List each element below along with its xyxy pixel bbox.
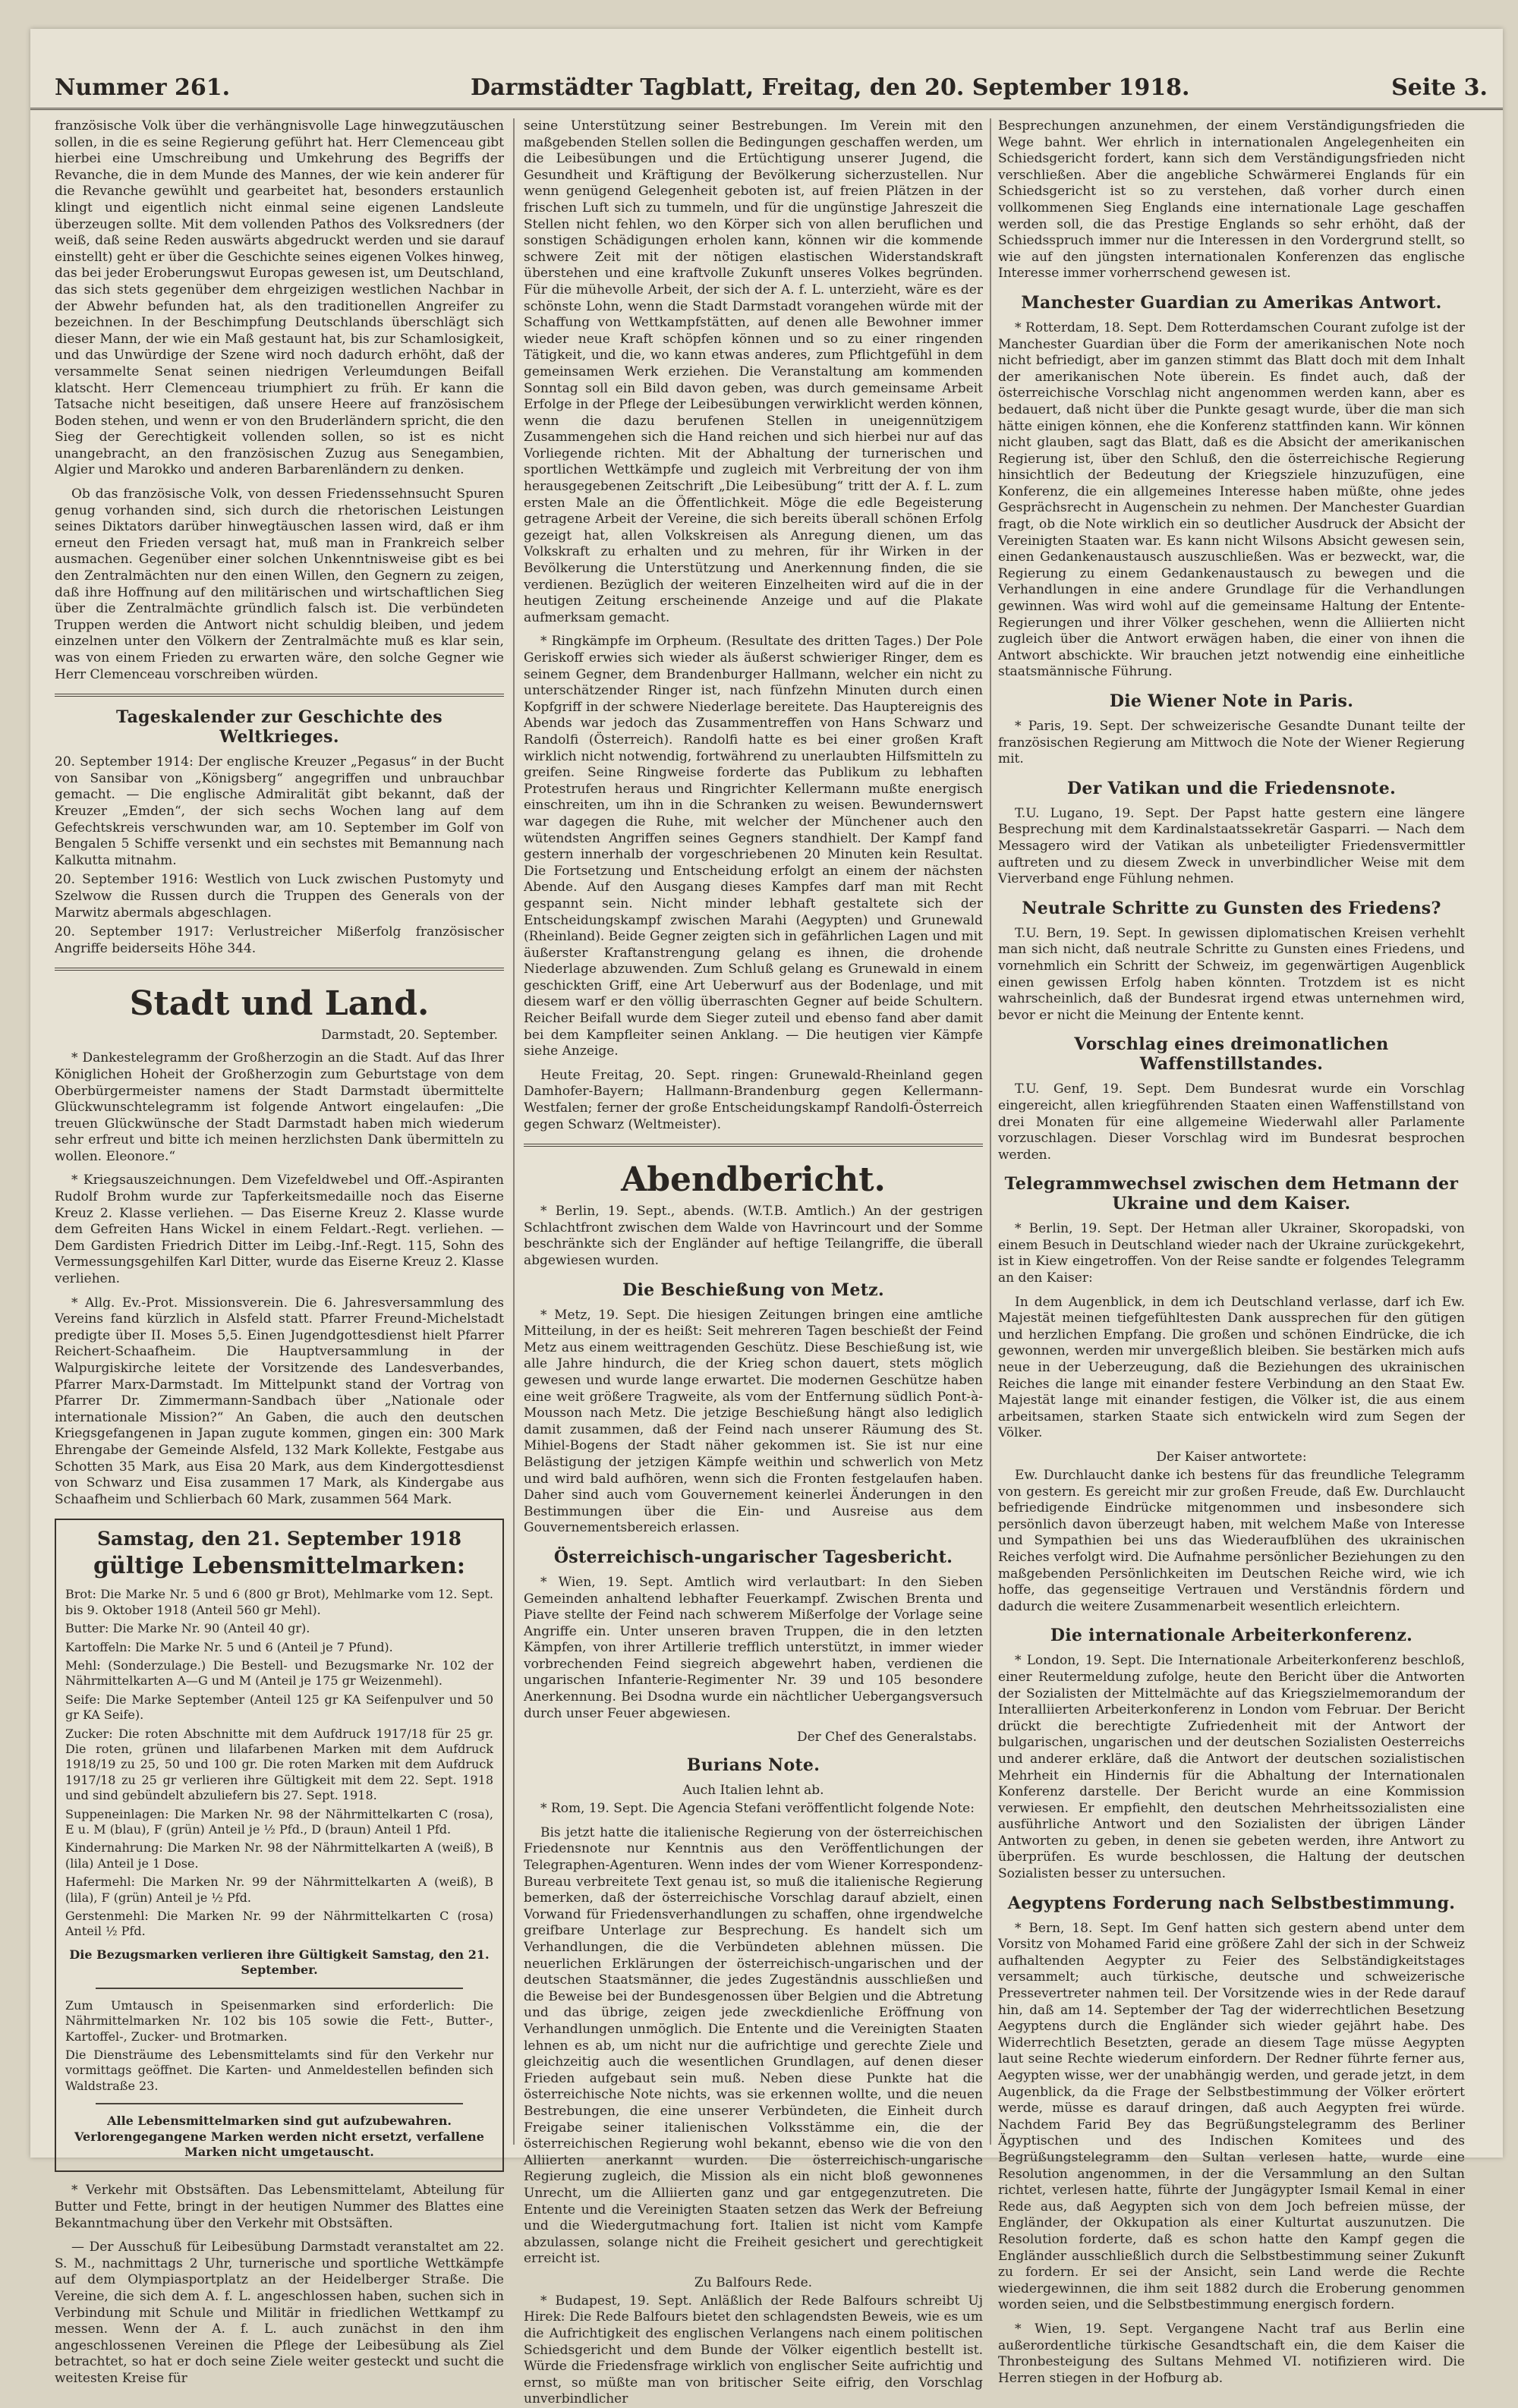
article-heading: Die Wiener Note in Paris. — [1109, 691, 1354, 711]
dateline: Darmstadt, 20. September. — [321, 1028, 498, 1043]
article-heading: Die Beschießung von Metz. — [622, 1280, 884, 1300]
page-header — [30, 68, 1503, 110]
section-title: Stadt und Land. — [129, 984, 430, 1024]
article-text: * Paris, 19. Sept. Der schweizerische Gesandte Dunant teilte der französischen Regierung am Mittwoch die Note der Wiener Regierung mit. — [998, 719, 1465, 767]
article-text: Besprechungen anzunehmen, der einem Verständigungsfrieden die Wege bahnt. Wer ehrlich in internationalen Angelegenheiten ein Schiedsgericht fordert, kann sich dem Verständigungsfrieden nicht verschließen. Aber die angebliche Schwärmerei Englands für ein Schiedsgericht ist so zu verstehen, daß vorher durch einen vollkommenen Sieg Englands eine internationale Lage geschaffen werden soll, die das Prestige Englands so sehr erhöht, daß der Schiedsspruch immer nur die Interessen in den Vordergrund stellt, so wie auf den jüngsten internationalen Konferenzen das englische Interesse immer vorherrschend gewesen ist. — [998, 118, 1465, 282]
article-text: französische Volk über die verhängnisvolle Lage hinwegzutäuschen sollen, in die es seine Regierung geführt hat. Herr Clemenceau gibt hierbei eine Umschreibung und Umkehrung des Begriffs der Revanche, die in dem Munde des Mannes, der wie kein anderer für die Revanche gewühlt und gearbeitet hat, besonders erstaunlich klingt und eigentlich nicht einmal seine eigenen Landsleute überzeugen sollte. Mit dem vollenden Pathos des Volksredners (der weiß, daß seine Reden auswärts abgedruckt werden und sie darauf einstellt) geht er über die Geschichte seines eigenen Volkes hinweg, das bei jeder Eroberungswut Europas gewesen ist, um Deutschland, das sich stets gegenüber dem ehrgeizigen westlichen Nachbar in der Abwehr befunden hat, als den traditionellen Angreifer zu bezeichnen. In der Beschimpfung Deutschlands überschlägt sich dieser Mann, der wie ein Maß gestaunt hat, bis zur Schamlosigkeit, und das Unwürdige der Szene wird noch dadurch erhöht, daß der versammelte Senat seinen niedrigen Verleumdungen Beifall klatscht. Herr Clemenceau triumphiert zu früh. Er kann die Tatsache nicht beseitigen, daß unsere Heere auf französischem Boden stehen, und wenn er von den Bruderländern spricht, die den Sieg der Gerechtigkeit vollenden sollen, so ist es nicht unangebracht, an den französischen Zuzug aus Senegambien, Algier und Marokko und anderen Barbarenländern zu denken. — [55, 118, 504, 478]
article-subheading: Der Kaiser antwortete: — [1156, 1450, 1307, 1465]
article-text: * Dankestelegramm der Großherzogin an die Stadt. Auf das Ihrer Königlichen Hoheit der Großherzogin zum Geburtstage von dem Oberbürgermeister namens der Stadt Darmstadt übermittelte Glückwunschtelegramm ist folgende Antwort eingelaufen: „Die treuen Glückwünsche der Stadt Darmstadt haben mich wiederum sehr erfreut und bitte ich meinen herzlichsten Dank übermitteln zu wollen. Eleonore.“ — [55, 1050, 504, 1164]
article-subheading: Zu Balfours Rede. — [694, 2274, 813, 2290]
column-2 — [524, 118, 983, 2407]
article-text: * Bern, 18. Sept. Im Genf hatten sich gestern abend unter dem Vorsitz von Mohamed Farid eine größere Zahl der sich in der Schweiz aufhaltenden Aegypter zu Feier des Selbständigkeitstages versammelt; auch türkische, deutsche und schweizerische Pressevertreter nahmen teil. Der Vorsitzende wies in der Rede darauf hin, daß am 14. September der Tag der widerrechtlichen Besetzung Aegyptens durch die Engländer sich wieder gejährt habe. Des Widerrechtlich Besetzten, gerade an diesem Tage müsse Aegypten laut seine Rechte wiederum einfordern. Der Redner führte ferner aus, Aegypten wisse, wer der unabhängig werden, und gerade jetzt, in dem Augenblick, da die Frage der Selbstbestimmung der Völker erörtert werde, müsse es darauf dringen, daß auch Aegypten frei würde. Nachdem Farid Bey das Begrüßungstelegramm des Berliner Ägyptischen und des Indischen Komitees und des Begrüßungstelegramm den Sultan verlesen hatte, wurde eine Resolution angenommen, in der die Versammlung an den Sultan richtet, verlesen hatte, führte der Jungägypter Ismail Kemal in einer Rede aus, daß Aegypten sich von dem Joch befreien müsse, der Engländer, der Okkupation als einer Kulturtat auszunutzen. Die Resolution forderte, daß es schon hatte den Kampf gegen die Engländer ausschließlich durch die Selbstbestimmung seiner Zukunft zu fordern. Er sei der Ansicht, sein Land werde die Rechte wiedergewinnen, die ihm seit 1882 durch die Eroberung genommen worden seien, und die Selbstbestimmung energisch fordern. — [998, 1920, 1465, 2313]
article-text: * London, 19. Sept. Die Internationale Arbeiterkonferenz beschloß, einer Reutermeldung zufolge, heute den Bericht über die Antworten der Sozialisten der Mittelmächte auf das Kriegszielmemorandum der Interalliierten Arbeiterkonferenz in London vom Februar. Der Bericht drückt die berechtigte Zufriedenheit mit der Antwort der bulgarischen, ungarischen und der deutschen Sozialisten Oesterreichs und anderer erkläre, daß die Antwort der deutschen sozialistischen Mehrheit ein Hindernis für die Abhaltung der Internationalen Konferenz darstelle. Der Bericht wurde an eine Kommission verwiesen. Er empfiehlt, den deutschen Mehrheitssozialisten eine ausführliche Antwort und den Sozialisten der übrigen Länder Antworten zu geben, in denen sie gebeten werden, ihre Antwort zu überprüfen. Es wurde beschlossen, die Haltung der deutschen Sozialisten besser zu untersuchen. — [998, 1653, 1465, 1882]
ration-notice-title: gültige Lebensmittelmarken: — [93, 1553, 465, 1580]
calendar-entry: 20. September 1914: Der englische Kreuzer „Pegasus“ in der Bucht von Sansibar von „Königsberg“ angegriffen und unbrauchbar gemacht. — Die englische Admiralität gibt bekannt, daß der Kreuzer „Emden“, der sich sechs Wochen lang auf dem Gefechtskreis verschwunden war, am 10. September im Golf von Bengalen 5 Schiffe versenkt und ein sechstes mit Bemannung nach Kalkutta mitnahm. — [55, 754, 504, 868]
article-text: * Metz, 19. Sept. Die hiesigen Zeitungen bringen eine amtliche Mitteilung, in der es heißt: Seit mehreren Tagen beschießt der Feind Metz aus einem weittragenden Geschütz. Diese Beschießung ist, wie alle Jahre hindurch, die der Krieg schon dauert, stets möglich gewesen und wurde lange erwartet. Die modernen Geschütze haben eine weit größere Tragweite, als vom der Entfernung südlich Pont-à-Mousson nach Metz. Die jetzige Beschießung hängt also lediglich damit zusammen, daß der Feind nach unserer Räumung des St. Mihiel-Bogens der Stadt näher gekommen ist. Sie ist nur eine Belästigung der jetzigen Kämpfe weithin und schwerlich von Metz und wird bald aufhören, wenn sich die Fronten festgelaufen haben. Daher sind auch vom Gouvernement keinerlei Änderungen in den Bestimmungen über die Ein- und Ausreise aus dem Gouvernementsbereich erlassen. — [524, 1307, 983, 1536]
ration-item: Kartoffeln: Die Marke Nr. 5 und 6 (Anteil je 7 Pfund). — [65, 1639, 393, 1654]
ration-item: Gerstenmehl: Die Marken Nr. 99 der Nährmittelkarten C (rosa) Anteil ½ Pfd. — [65, 1909, 493, 1939]
page-number: Seite 3. — [1391, 74, 1488, 101]
ration-footer: Alle Lebensmittelmarken sind gut aufzubewahren. Verlorengegangene Marken werden nicht ersetzt, verfallene Marken nicht umgetauscht. — [74, 2114, 484, 2159]
calendar-entry: 20. September 1916: Westlich von Luck zwischen Pustomyty und Szelwow die Russen durch die Truppen des Generals von der Marwitz abermals abgeschlagen. — [55, 872, 504, 921]
article-heading: Manchester Guardian zu Amerikas Antwort. — [1021, 292, 1442, 313]
ration-item: Zum Umtausch in Speisenmarken sind erforderlich: Die Nährmittelmarken Nr. 102 bis 105 sowie die Fett-, Butter-, Kartoffel-, Zucker- und Brotmarken. — [65, 1997, 493, 2044]
ration-item: Hafermehl: Die Marken Nr. 99 der Nährmittelkarten A (weiß), B (lila), F (grün) Anteil je ½ Pfd. — [65, 1874, 493, 1905]
divider — [55, 694, 504, 697]
signature: Der Chef des Generalstabs. — [796, 1730, 977, 1745]
article-subheading: Auch Italien lehnt ab. — [682, 1783, 824, 1799]
article-heading: Die internationale Arbeiterkonferenz. — [1050, 1626, 1413, 1646]
divider — [96, 2103, 463, 2104]
article-text: Bis jetzt hatte die italienische Regierung von der österreichischen Friedensnote nur Kenntnis aus den Veröffentlichungen der Telegraphen-Agenturen. Wenn indes der vom Wiener Korrespondenz-Bureau verbreitete Text genau ist, so muß die italienische Regierung bemerken, daß der österreichische Vorschlag darauf abzielt, einen Vorwand für Friedensverhandlungen zu schaffen, ohne irgendwelche greifbare Unterlage zur Besprechung. Es handelt sich um Verhandlungen, die die Verbündeten ablehnen müssen. Die neuerlichen Erklärungen der österreichisch-ungarischen und der deutschen Staatsmänner, die jedes Zugeständnis ausschließen und die Beweise bei der Bundesgenossen über Belgien und die Abtretung und das übrige, zeigen jede zweckdienliche Eröffnung von Verhandlungen unmöglich. Die Entente und die Vereinigten Staaten lehnen es ab, um nicht nur die aufrichtige und gerechte Ziele und gleichzeitig auch die wesentlichen Grundlagen, auf denen dieser Frieden aufgebaut sein muß. Neben diese Punkte hat die österreichische Note nichts, was sie erkennen wollte, und die neuen Bestrebungen, die eine unserer Verbündeten, die Einheit durch Freigabe seiner italienischen Volksstämme ein, die der österreichischen Regierung wohl bekannt, ebenso wie die von den Alliierten anerkannt wurden. Die österreichisch-ungarische Regierung zugleich, die Mission als ein nicht bloß gewonnenes Unrecht, um die Alliierten ganz und gar entgegenzutreten. Die Entente und die Vereinigten Staaten setzen das Werk der Befreiung und die Wiedergutmachung fort. Italien ist nicht vom Kampfe abzulassen, solange nicht die Freiheit gesichert und gerechtigkeit erreicht ist. — [524, 1824, 983, 2267]
newspaper-page — [30, 29, 1503, 2407]
section-heading: Tageskalender zur Geschichte des Weltkrieges. — [116, 707, 442, 748]
article-text: * Verkehr mit Obstsäften. Das Lebensmittelamt, Abteilung für Butter und Fette, bringt in der heutigen Nummer des Blattes eine Bekanntmachung über den Verkehr mit Obstsäften. — [55, 2183, 504, 2231]
article-text: seine Unterstützung seiner Bestrebungen. Im Verein mit den maßgebenden Stellen sollen die Bedingungen geschaffen werden, um die Leibesübungen und die Ertüchtigung unserer Jugend, die Gesundheit und Kräftigung der Bevölkerung sicherzustellen. Nur wenn genügend Gelegenheit geboten ist, auf freien Plätzen in der frischen Luft sich zu tummeln, und für die ungünstige Jahreszeit die Stellen nicht fehlen, wo den Körper sich von allen beruflichen und sonstigen Schädigungen erholen kann, können wir die kommende schwere Zeit mit der nötigen elastischen Widerstandskraft überstehen und eine kraftvolle Zukunft unseres Volkes begründen. Für die mühevolle Arbeit, der sich der A. f. L. unterzieht, wäre es der schönste Lohn, wenn die Stadt Darmstadt vorangehen würde mit der Schaffung von Wettkampfstätten, auf denen alle Bewohner immer wieder neue Kraft schöpfen können und so zu einer ringenden Tätigkeit, und die, wo kann etwas anderes, zum Pflichtgefühl in dem gemeinsamen Werk erziehen. Die Veranstaltung am kommenden Sonntag soll ein Bild davon geben, was durch gemeinsame Arbeit Erfolge in der Pflege der Leibesübungen verwirklicht werden können, wenn die dazu berufenen Stellen in uneigennützigem Zusammengehen sich die Hand reichen und sich hierbei nur auf das Vorliegende richten. Mit der Abhaltung der turnerischen und sportlichen Wettkämpfe und zugleich mit Verbreitung der von ihm herausgegebenen Zeitschrift „Die Leibesübung“ tritt der A. f. L. zum ersten Male an die Öffentlichkeit. Möge die edle Begeisterung getragene Arbeit der Vereine, die sich bereits überall schönen Erfolg gezeigt hat, allen Volkskreisen als Anregung dienen, um das Volkskraft zu erhalten und zu mehren, für ihr Wirken in der Bevölkerung die Unterstützung und Anerkennung finden, die sie verdienen. Bezüglich der weiteren Einzelheiten wird auf die in der heutigen Zeitung erscheinende Anzeige und auf die Plakate aufmerksam gemacht. — [524, 118, 983, 625]
article-text: * Kriegsauszeichnungen. Dem Vizefeldwebel und Off.-Aspiranten Rudolf Brohm wurde zur Tapferkeitsmedaille noch das Eiserne Kreuz 2. Klasse verliehen. — Das Eiserne Kreuz 2. Klasse wurde dem Gefreiten Hans Wickel in einem Feldart.-Regt. verliehen. — Dem Gardisten Friedrich Ditter im Leibg.-Inf.-Regt. 115, Sohn des Vermessungsgehilfen Karl Ditter, wurde das Eiserne Kreuz 2. Klasse verliehen. — [55, 1173, 504, 1287]
divider — [524, 1144, 983, 1147]
article-text: * Wien, 19. Sept. Amtlich wird verlautbart: In den Sieben Gemeinden anhaltend lebhafter Feuerkampf. Zwischen Brenta und Piave stellte der Feind nach schwerem Mißerfolge der Vorlage seine Angriffe ein. Unter unseren braven Truppen, die in den letzten Kämpfen, von ihrer Artillerie trefflich unterstützt, in immer wieder vorbrechenden Feind siegreich abgewehrt haben, verdienen die ungarischen Infanterie-Regimenter Nr. 39 und 105 besondere Anerkennung. Bei Dsodna wurde ein nächtlicher Uebergangsversuch durch unser Feuer abgewiesen. — [524, 1574, 983, 1721]
ration-item: Butter: Die Marke Nr. 90 (Anteil 40 gr). — [65, 1621, 310, 1636]
article-text: * Budapest, 19. Sept. Anläßlich der Rede Balfours schreibt Uj Hirek: Die Rede Balfours bietet den schlagendsten Beweis, wie es um die Aufrichtigkeit des englischen Verlangens nach einem politischen Schiedsgericht und dem Bunde der Völker eigentlich bestellt ist. Würde die Friedensfrage wirklich von englischer Seite aufrichtig und ernst, so müßte man von britischer Seite eifrig, den Vorschlag unverbindlicher — [524, 2293, 983, 2407]
ration-item: Suppeneinlagen: Die Marken Nr. 98 der Nährmittelkarten C (rosa), E u. M (blau), F (grün) Anteil je ½ Pfd., D (braun) Anteil 1 Pfd. — [65, 1806, 493, 1837]
article-text: * Rotterdam, 18. Sept. Dem Rotterdamschen Courant zufolge ist der Manchester Guardian über die Form der amerikanischen Note noch nicht befriedigt, aber im ganzen stimmt das Blatt doch mit dem Inhalt der amerikanischen Note überein. Es findet auch, daß der österreichische Vorschlag nicht angenommen werden kann, aber es bedauert, daß nicht über die Punkte gesagt wurde, über die man sich hätte einigen können, ehe die Konferenz stattfinden kann. Wir können nicht glauben, sagt das Blatt, daß es die Absicht der amerikanischen Regierung ist, über den Schluß, den die österreichische Regierung hinsichtlich der Bedeutung der Kriegsziele hinzuzufügen, eine Konferenz, die ein allgemeines Interesse haben müßte, ohne jedes Gesprächsrecht in Augenschein zu nehmen. Der Manchester Guardian fragt, ob die Note wirklich ein so deutlicher Ausdruck der Absicht der Vereinigten Staaten war. Es kann nicht Wilsons Absicht gewesen sein, einen Gedankenaustausch auszuschließen. Was er bezweckt, war, die Regierung zu einem Gedankenaustausch zu bewegen und die Verhandlungen in eine andere Grundlage für die Verhandlungen gewinnen. Was wird wohl auf die gemeinsame Haltung der Entente-Regierungen und ihrer Völker geschehen, wenn die Alliierten nicht zugleich über die Antwort erwägen haben, die einer von ihnen die Antwort abschickte. Wir brauchen jetzt notwendig eine einheitliche staatsmännische Führung. — [998, 319, 1465, 680]
ration-item: Zucker: Die roten Abschnitte mit dem Aufdruck 1917/18 für 25 gr. Die roten, grünen und lilafarbenen Marken mit dem Aufdruck 1918/19 zu 25, 50 und 100 gr. Die roten Marken mit dem Aufdruck 1917/18 zu 25 gr verlieren ihre Gültigkeit mit dem 22. Sept. 1918 und sind gebündelt abzuliefern bis 27. Sept. 1918. — [65, 1726, 493, 1803]
article-text: T.U. Lugano, 19. Sept. Der Papst hatte gestern eine längere Besprechung mit dem Kardinalstaatssekretär Gasparri. — Nach dem Messagero wird der Vatikan als unbeteiligter Friedensvermittler auftreten und zu diesem Zweck in unverbindlicher Weise mit dem Vierverband enge Fühlung nehmen. — [998, 805, 1465, 887]
calendar-list — [55, 754, 504, 957]
article-heading: Telegrammwechsel zwischen dem Hetmann der Ukraine und dem Kaiser. — [1004, 1174, 1459, 1214]
masthead-title: Darmstädter Tagblatt, Freitag, den 20. September 1918. — [471, 74, 1190, 101]
article-text: T.U. Bern, 19. Sept. In gewissen diplomatischen Kreisen verhehlt man sich nicht, daß neutrale Schritte zu Gunsten eines Friedens, und vornehmlich ein Schritt der Schweiz, im gegenwärtigen Augenblick einen gewissen Erfolg haben könnten. Trotzdem ist es nicht wahrscheinlich, daß der Bundesrat irgend etwas unternehmen wird, bevor er nicht die Meinung der Entente kennt. — [998, 925, 1465, 1023]
article-text: * Wien, 19. Sept. Vergangene Nacht traf aus Berlin eine außerordentliche türkische Gesandtschaft ein, die dem Kaiser die Thronbesteigung des Sultans Mehmed VI. notifizieren wird. Die Herren stiegen in der Hofburg ab. — [998, 2321, 1465, 2386]
article-text: In dem Augenblick, in dem ich Deutschland verlasse, darf ich Ew. Majestät meinen tiefgefühltesten Dank aussprechen für den gütigen und herzlichen Empfang. Die großen und schönen Eindrücke, die ich gewonnen, werden mir unvergeßlich bleiben. Sie bestärken mich aufs neue in der Ueberzeugung, daß die Beziehungen des ukrainischen Reiches die lange mit einander festere Verbindung an den Staat Ew. Majestät lange mit einander festigen, die Völker ist, die aus einem arbeitsamen, starken Staate sich entwickeln wird zum Segen der Völker. — [998, 1294, 1465, 1441]
article-text: T.U. Genf, 19. Sept. Dem Bundesrat wurde ein Vorschlag eingereicht, allen kriegführenden Staaten einen Waffenstillstand von drei Monaten für eine allgemeine Wiederwahl aller Parlamente vorzuschlagen. Dieser Vorschlag wird im Bundesrat besprochen werden. — [998, 1081, 1465, 1163]
article-text: — Der Ausschuß für Leibesübung Darmstadt veranstaltet am 22. S. M., nachmittags 2 Uhr, turnerische und sportliche Wettkämpfe auf dem Olympiasportplatz an der Heidelberger Straße. Die Vereine, die sich dem A. f. L. angeschlossen haben, suchen sich in Verbindung mit Schule und Militär in friedlichen Wettkampf zu messen. Wenn der A. f. L. auch zunächst in den ihm angeschlossenen Vereinen die Pflege der Leibesübung als Ziel betrachtet, so hat er doch seine Ziele weiter gesteckt und sucht die weitesten Kreise für — [55, 2240, 504, 2386]
article-heading: Burians Note. — [686, 1755, 820, 1776]
divider — [55, 968, 504, 971]
article-heading: Vorschlag eines dreimonatlichen Waffenstillstandes. — [1074, 1034, 1389, 1075]
ration-item: Kindernahrung: Die Marken Nr. 98 der Nährmittelkarten A (weiß), B (lila) Anteil je 1 Dose. — [65, 1840, 493, 1871]
ration-notice-day: Samstag, den 21. September 1918 — [96, 1528, 462, 1550]
article-text: Ob das französische Volk, von dessen Friedenssehnsucht Spuren genug vorhanden sind, sich durch die rhetorischen Leistungen seines Diktators darüber hinwegtäuschen lassen wird, daß er ihm erneut den Frieden versagt hat, muß man in Frankreich selber ausmachen. Gegenüber einer solchen Unkenntnisweise gibt es bei den Zentralmächten nur den einen Willen, den Gegnern zu zeigen, daß ihre Hoffnung auf den militärischen und wirtschaftlichen Sieg über die Zentralmächte gründlich falsch ist. Die verbündeten Truppen werden die Antwort nicht schuldig bleiben, und jedem einzelnen unter den Völkern der Zentralmächte muß es klar sein, was von einem Frieden zu erwarten wäre, den solche Gegner wie Herr Clemenceau vorschreiben würden. — [55, 486, 504, 682]
divider — [96, 1988, 463, 1989]
ration-item: Die Diensträume des Lebensmittelamts sind für den Verkehr nur vormittags geöffnet. Die Karten- und Anmeldestellen befinden sich Waldstraße 23. — [65, 2047, 493, 2093]
column-1 — [55, 118, 504, 2386]
article-heading: Neutrale Schritte zu Gunsten des Friedens? — [1022, 898, 1441, 918]
article-text: * Berlin, 19. Sept., abends. (W.T.B. Amtlich.) An der gestrigen Schlachtfront zwischen dem Walde von Havrincourt und der Somme beschränkte sich der Engländer auf heftige Teilangriffe, die überall abgewiesen wurden. — [524, 1204, 983, 1268]
article-text: Ew. Durchlaucht danke ich bestens für das freundliche Telegramm von gestern. Es gereicht mir zur großen Freude, daß Ew. Durchlaucht befriedigende Eindrücke mitgenommen und insbesondere sich persönlich davon überzeugt haben, mit welchem Maße von Interesse und Sympathien bei uns das Wiederaufblühen des ukrainischen Reiches verfolgt wird. Die Aufnahme persönlicher Beziehungen zu den maßgebenden Persönlichkeiten im Deutschen Reiche wird, wie ich hoffe, das gegenseitige Vertrauen und Verständnis fördern und dadurch die weitere Zusammenarbeit wesentlich erleichtern. — [998, 1468, 1465, 1614]
ration-item: Seife: Die Marke September (Anteil 125 gr KA Seifenpulver und 50 gr KA Seife). — [65, 1692, 493, 1723]
article-heading: Der Vatikan und die Friedensnote. — [1066, 778, 1397, 798]
column-3 — [998, 118, 1465, 2386]
issue-number: Nummer 261. — [55, 74, 231, 101]
article-text: Heute Freitag, 20. Sept. ringen: Grunewald-Rheinland gegen Damhofer-Bayern; Hallmann-Brandenburg gegen Kellermann-Westfalen; ferner der große Entscheidungskampf Randolfi-Österreich gegen Schwarz (Weltmeister). — [524, 1067, 983, 1132]
calendar-entry: 20. September 1917: Verlustreicher Mißerfolg französischer Angriffe beiderseits Höhe 344. — [55, 924, 504, 956]
ration-notice-box — [55, 1519, 504, 2172]
ration-item: Mehl: (Sonderzulage.) Die Bestell- und Bezugsmarke Nr. 102 der Nährmittelkarten A—G und M (Anteil je 175 gr Weizenmehl). — [65, 1657, 493, 1689]
column-rule — [513, 118, 515, 2145]
article-text: * Berlin, 19. Sept. Der Hetman aller Ukrainer, Skoropadski, von einem Besuch in Deutschland wieder nach der Ukraine zurückgekehrt, ist in Kiew eingetroffen. Von der Reise sandte er folgendes Telegramm an den Kaiser: — [998, 1221, 1465, 1286]
section-title: Abendbericht. — [621, 1160, 886, 1200]
column-rule — [990, 118, 991, 2145]
ration-item: Die Bezugsmarken verlieren ihre Gültigkeit Samstag, den 21. September. — [69, 1947, 490, 1978]
article-heading: Aegyptens Forderung nach Selbstbestimmung. — [1007, 1893, 1456, 1913]
article-text: * Allg. Ev.-Prot. Missionsverein. Die 6. Jahresversammlung des Vereins fand kürzlich in Alsfeld statt. Pfarrer Freund-Michelstadt predigte über II. Moses 5,5. Einen Jugendgottesdienst hielt Pfarrer Reichert-Schaafheim. Die Hauptversammlung in der Walpurgiskirche leitete der Vorsitzende des Landesverbandes, Pfarrer Marx-Darmstadt. Im Mittelpunkt stand der Vortrag von Pfarrer Dr. Zimmermann-Sandbach über „Nationale oder internationale Mission?“ An Gaben, die auch den deutschen Kriegsgefangenen in Japan zugute kommen, gingen ein: 300 Mark Ehrengabe der Gemeinde Alsfeld, 132 Mark Kollekte, Festgabe aus Schotten 35 Mark, aus Eisa 20 Mark, aus dem Kindergottesdienst von Schwarz und Eisa zusammen 17 Mark, als Kindergabe aus Schaafheim und Schlierbach 60 Mark, zusammen 564 Mark. — [55, 1295, 504, 1507]
article-text: * Rom, 19. Sept. Die Agencia Stefani veröffentlicht folgende Note: — [540, 1801, 975, 1817]
article-heading: Österreichisch-ungarischer Tagesbericht. — [553, 1547, 953, 1567]
ration-item: Brot: Die Marke Nr. 5 und 6 (800 gr Brot), Mehlmarke vom 12. Sept. bis 9. Oktober 1918 (Anteil 560 gr Mehl). — [65, 1587, 493, 1617]
article-text: * Ringkämpfe im Orpheum. (Resultate des dritten Tages.) Der Pole Geriskoff erwies sich wieder als äußerst schwieriger Ringer, dem es seinem Gegner, dem Brandenburger Hallmann, welcher ein nicht zu unterschätzender Ringer ist, nach fünfzehn Minuten durch einen Kopfgriff in der schwere Niederlage bereitete. Das Hauptereignis des Abends war jedoch das Zusammentreffen von Hans Schwarz und Randolfi (Österreich). Randolfi hatte es bei einer großen Kraft wirklich nicht notwendig, fortwährend zu unerlaubten Hilfsmitteln zu greifen. Seine Ringweise forderte das Publikum zu lebhaften Protestrufen heraus und Ringrichter Kellermann mußte energisch einschreiten, um ihn in die Schranken zu weisen. Bewundernswert war dagegen die Ruhe, mit welcher der Münchener auch den wütendsten Angriffen seines Gegners standhielt. Der Kampf fand gestern innerhalb der vorgeschriebenen 20 Minuten kein Resultat. Die Fortsetzung und Entscheidung erfolgt an einem der nächsten Abende. Auf den Ausgang dieses Kampfes darf man mit Recht gespannt sein. Nicht minder lebhaft gestaltete sich der Entscheidungskampf zwischen Marahi (Aegypten) und Grunewald (Rheinland). Beide Gegner zeigten sich in gefährlichen Lagen und mit äußerster Kraftanstrengung gelang es ihnen, die drohende Niederlage abzuwenden. Zum Schluß gelang es Grunewald in einem geschickten Griff, eine Art Ueberwurf aus der Bodenlage, und mit diesem warf er den völlig überraschten Gegner auf beide Schultern. Reicher Beifall wurde dem Sieger zuteil und ebenso fand aber damit bei dem Kampfleiter seinen Anklang. — Die heutigen vier Kämpfe siehe Anzeige. — [524, 634, 983, 1059]
